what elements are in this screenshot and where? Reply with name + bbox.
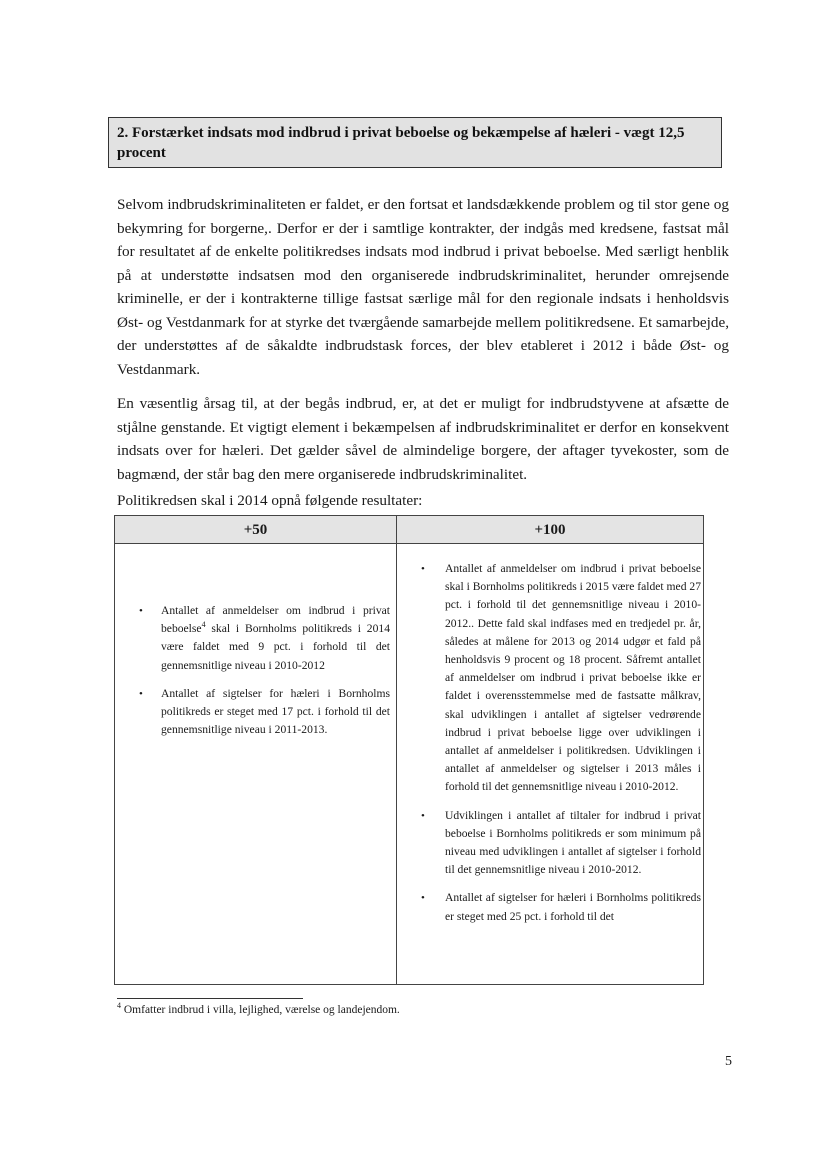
bullet-text: Antallet af sigtelser for hæleri i Bornholms politikreds er steget med 17 pct. i forhold til det gennemsnitlige niveau i 2011-2013. [161, 686, 390, 737]
bullet-text: Antallet af anmeldelser om indbrud i privat beboelse [161, 604, 390, 636]
results-column-plus50 [115, 516, 397, 984]
bullet-icon: • [421, 892, 425, 905]
bullet-icon: • [139, 687, 143, 700]
list-item [397, 807, 703, 880]
bullet-list-plus100 [397, 544, 703, 926]
paragraph-intro: Selvom indbrudskriminaliteten er faldet, er den fortsat et landsdækkende problem og til stor gene og bekymring for borgerne,. Derfor er der i samtlige kontrakter, der indgås med kredsene, fastsat mål for resultatet af de enkelte politikredses indsats mod indbrud i privat beboelse. Med særligt henblik på at understøtte indsatsen mod den organiserede indbrudskriminalitet, herunder omrejsende kriminelle, er der i kontrakterne tillige fastsat særlige mål for den regionale indsats i henholdsvis Øst- og Vestdanmark for at styrke det tværgående samarbejde mellem politikredsene. Et samarbejde, der understøttes af de såkaldte indbrudstask forces, der blev etableret i 2012 i både Øst- og Vestdanmark. [117, 196, 729, 378]
footnote-divider [117, 998, 303, 999]
results-table [114, 515, 704, 985]
bullet-text-cont: skal i Bornholms politikreds i 2014 være faldet med 9 pct. i forhold til det gennemsnitlige niveau i 2010-2012 [161, 622, 390, 672]
list-item [115, 685, 396, 740]
page-number: 5 [725, 1054, 732, 1069]
footnote-mark: 4 [117, 1001, 121, 1011]
footnote-text: Omfatter indbrud i villa, lejlighed, værelse og landejendom. [121, 1004, 400, 1016]
paragraph-haeleri: En væsentlig årsag til, at der begås indbrud, er, at det er muligt for indbrudstyvene at afsætte de stjålne genstande. Et vigtigt element i bekæmpelsen af indbrudskriminalitet er derfor en konsekvent indsats over for hæleri. Det gælder såvel de almindelige borgere, der aftager tyvekoster, som de bagmænd, der står bag den mere organiserede indbrudskriminalitet. [117, 395, 729, 483]
footnote [117, 1001, 400, 1016]
bullet-text: Antallet af sigtelser for hæleri i Bornholms politikreds er steget med 25 pct. i forhold til det [445, 891, 701, 923]
list-item [397, 560, 703, 797]
bullet-text: Udviklingen i antallet af tiltaler for indbrud i privat beboelse i Bornholms politikreds er som minimum på niveau med udviklingen i antallet af sigtelser i forhold til det gennemsnitlige niveau i 2010-2012. [445, 808, 701, 877]
bullet-list-plus50 [115, 544, 396, 739]
column-header-plus100: +100 [397, 516, 703, 544]
section-heading: 2. Forstærket indsats mod indbrud i privat beboelse og bekæmpelse af hæleri - vægt 12,5 procent [108, 117, 722, 168]
bullet-icon: • [421, 563, 425, 575]
bullet-icon: • [139, 605, 143, 617]
bullet-icon: • [421, 809, 425, 822]
bullet-text: Antallet af anmeldelser om indbrud i privat beboelse skal i Bornholms politikreds i 2015 være faldet med 27 pct. i forhold til det gennemsnitlige niveau i 2010-2012.. Dette fald skal indfases med en tredjedel pr. år, således at målene for 2013 og 2014 udgør et fald på henholdsvis 9 procent og 18 procent. Såfremt antallet af anmeldelser om indbrud i privat beboelse ikke er faldet i overensstemmelse med de fastsatte målkrav, skal udviklingen i antallet af sigtelser vedrørende indbrud i privat beboelse ligge over udviklingen i antallet af anmeldelser i politikredsen. Udviklingen i antallet af anmeldelser og sigtelser i 2013 måles i forhold til det gennemsnitlige niveau i 2010-2012. [445, 562, 701, 794]
results-column-plus100 [397, 516, 703, 984]
footnote-ref: 4 [201, 620, 206, 630]
column-header-plus50: +50 [115, 516, 396, 544]
list-item [397, 889, 703, 925]
paragraph-results-lead: Politikredsen skal i 2014 opnå følgende resultater: [117, 492, 423, 509]
list-item [115, 602, 396, 675]
